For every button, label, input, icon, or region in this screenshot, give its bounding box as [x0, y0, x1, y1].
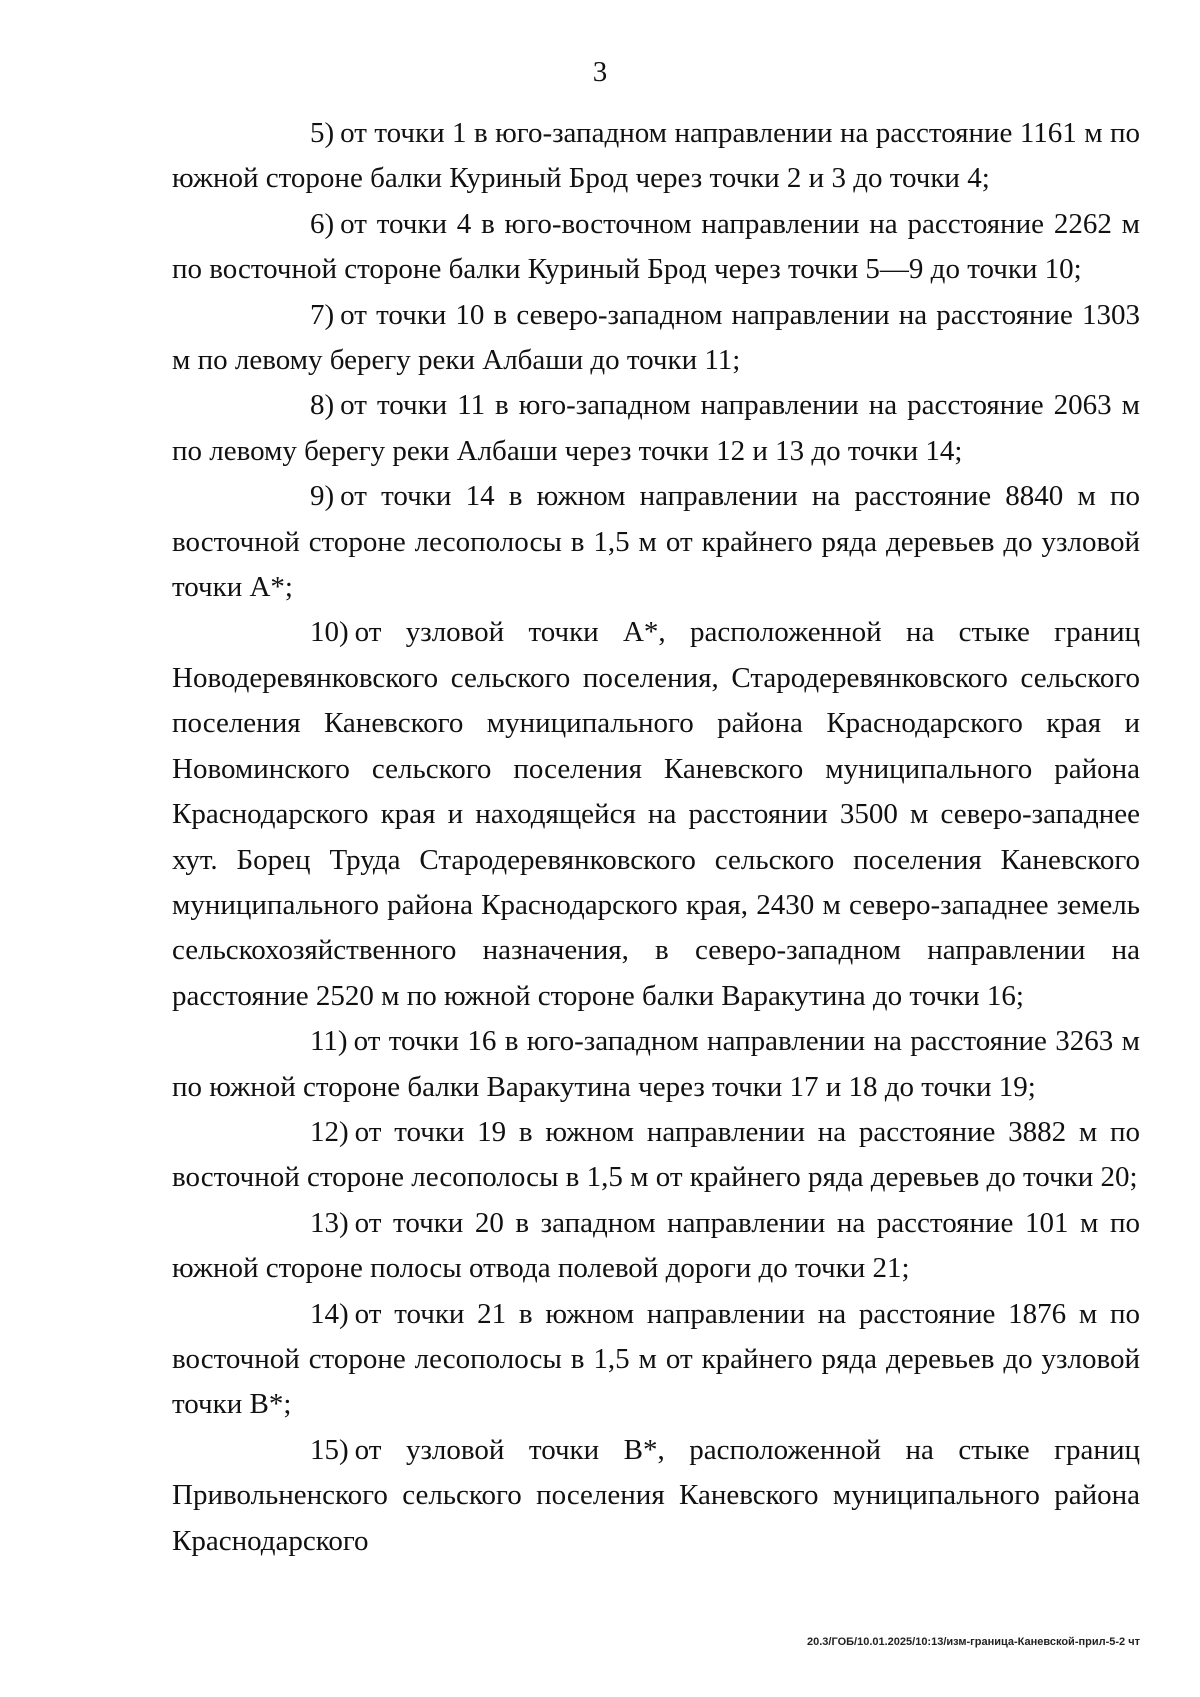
list-item [172, 1201, 1140, 1292]
item-number: 11) [310, 1025, 348, 1058]
item-text: от точки 16 в юго-западном направлении на расстояние 3263 м по южной стороне балки Варакутина через точки 17 и 18 до точки 19; [172, 1025, 1140, 1103]
list-item [172, 202, 1140, 293]
list-item [172, 383, 1140, 474]
item-number: 10) [310, 616, 349, 649]
item-text: от точки 1 в юго-западном направлении на расстояние 1161 м по южной стороне балки Куриный Брод через точки 2 и 3 до точки 4; [172, 117, 1140, 195]
item-text: от точки 10 в северо-западном направлении на расстояние 1303 м по левому берегу реки Албаши до точки 11; [172, 298, 1140, 377]
document-body [172, 111, 1140, 1564]
item-number: 13) [310, 1206, 349, 1239]
item-number: 12) [310, 1115, 349, 1148]
item-text: от точки 4 в юго-восточном направлении на расстояние 2262 м по восточной стороне балки Куриный Брод через точки 5—9 до точки 10; [172, 207, 1140, 286]
list-item [172, 1110, 1140, 1201]
list-item [172, 610, 1140, 1019]
item-text: от точки 19 в южном направлении на расстояние 3882 м по восточной стороне лесополосы в 1,5 м от крайнего ряда деревьев до точки 20; [172, 1115, 1140, 1194]
list-item [172, 1292, 1140, 1428]
document-footer-code: 20.3/ГОБ/10.01.2025/10:13/изм-граница-Каневской-прил-5-2 чт [807, 1636, 1140, 1648]
page-number: 3 [592, 56, 608, 88]
item-text: от узловой точки А*, расположенной на стыке границ Новодеревянковского сельского поселения, Стародеревянковского сельского поселения Каневского муниципального района Краснодарского края и Новоминского сельского поселения Каневского муниципального района Краснодарского края и находящейся на расстоянии 3500 м северо-западнее хут. Борец Труда Стародеревянковского сельского поселения Каневского муниципального района Краснодарского края, 2430 м северо-западнее земель сельскохозяйственного назначения, в северо-западном направлении на расстояние 2520 м по южной стороне балки Варакутина до точки 16; [172, 616, 1140, 1012]
item-number: 9) [310, 480, 335, 513]
item-number: 14) [310, 1297, 349, 1330]
item-number: 5) [310, 117, 335, 149]
item-number: 6) [310, 207, 335, 240]
item-number: 15) [310, 1433, 349, 1466]
item-text: от узловой точки В*, расположенной на стыке границ Привольненского сельского поселения Каневского муниципального района Краснодарского [172, 1433, 1140, 1557]
item-text: от точки 20 в западном направлении на расстояние 101 м по южной стороне полосы отвода полевой дороги до точки 21; [172, 1206, 1140, 1285]
list-item [172, 293, 1140, 384]
list-item [172, 1428, 1140, 1564]
item-text: от точки 11 в юго-западном направлении на расстояние 2063 м по левому берегу реки Албаши через точки 12 и 13 до точки 14; [172, 389, 1140, 467]
item-text: от точки 21 в южном направлении на расстояние 1876 м по восточной стороне лесополосы в 1,5 м от крайнего ряда деревьев до узловой точки В*; [172, 1297, 1140, 1421]
list-item [172, 474, 1140, 610]
item-text: от точки 14 в южном направлении на расстояние 8840 м по восточной стороне лесополосы в 1,5 м от крайнего ряда деревьев до узловой точки А*; [172, 480, 1140, 604]
list-item [172, 111, 1140, 202]
item-number: 7) [310, 298, 335, 331]
item-number: 8) [310, 389, 335, 422]
list-item [172, 1019, 1140, 1110]
